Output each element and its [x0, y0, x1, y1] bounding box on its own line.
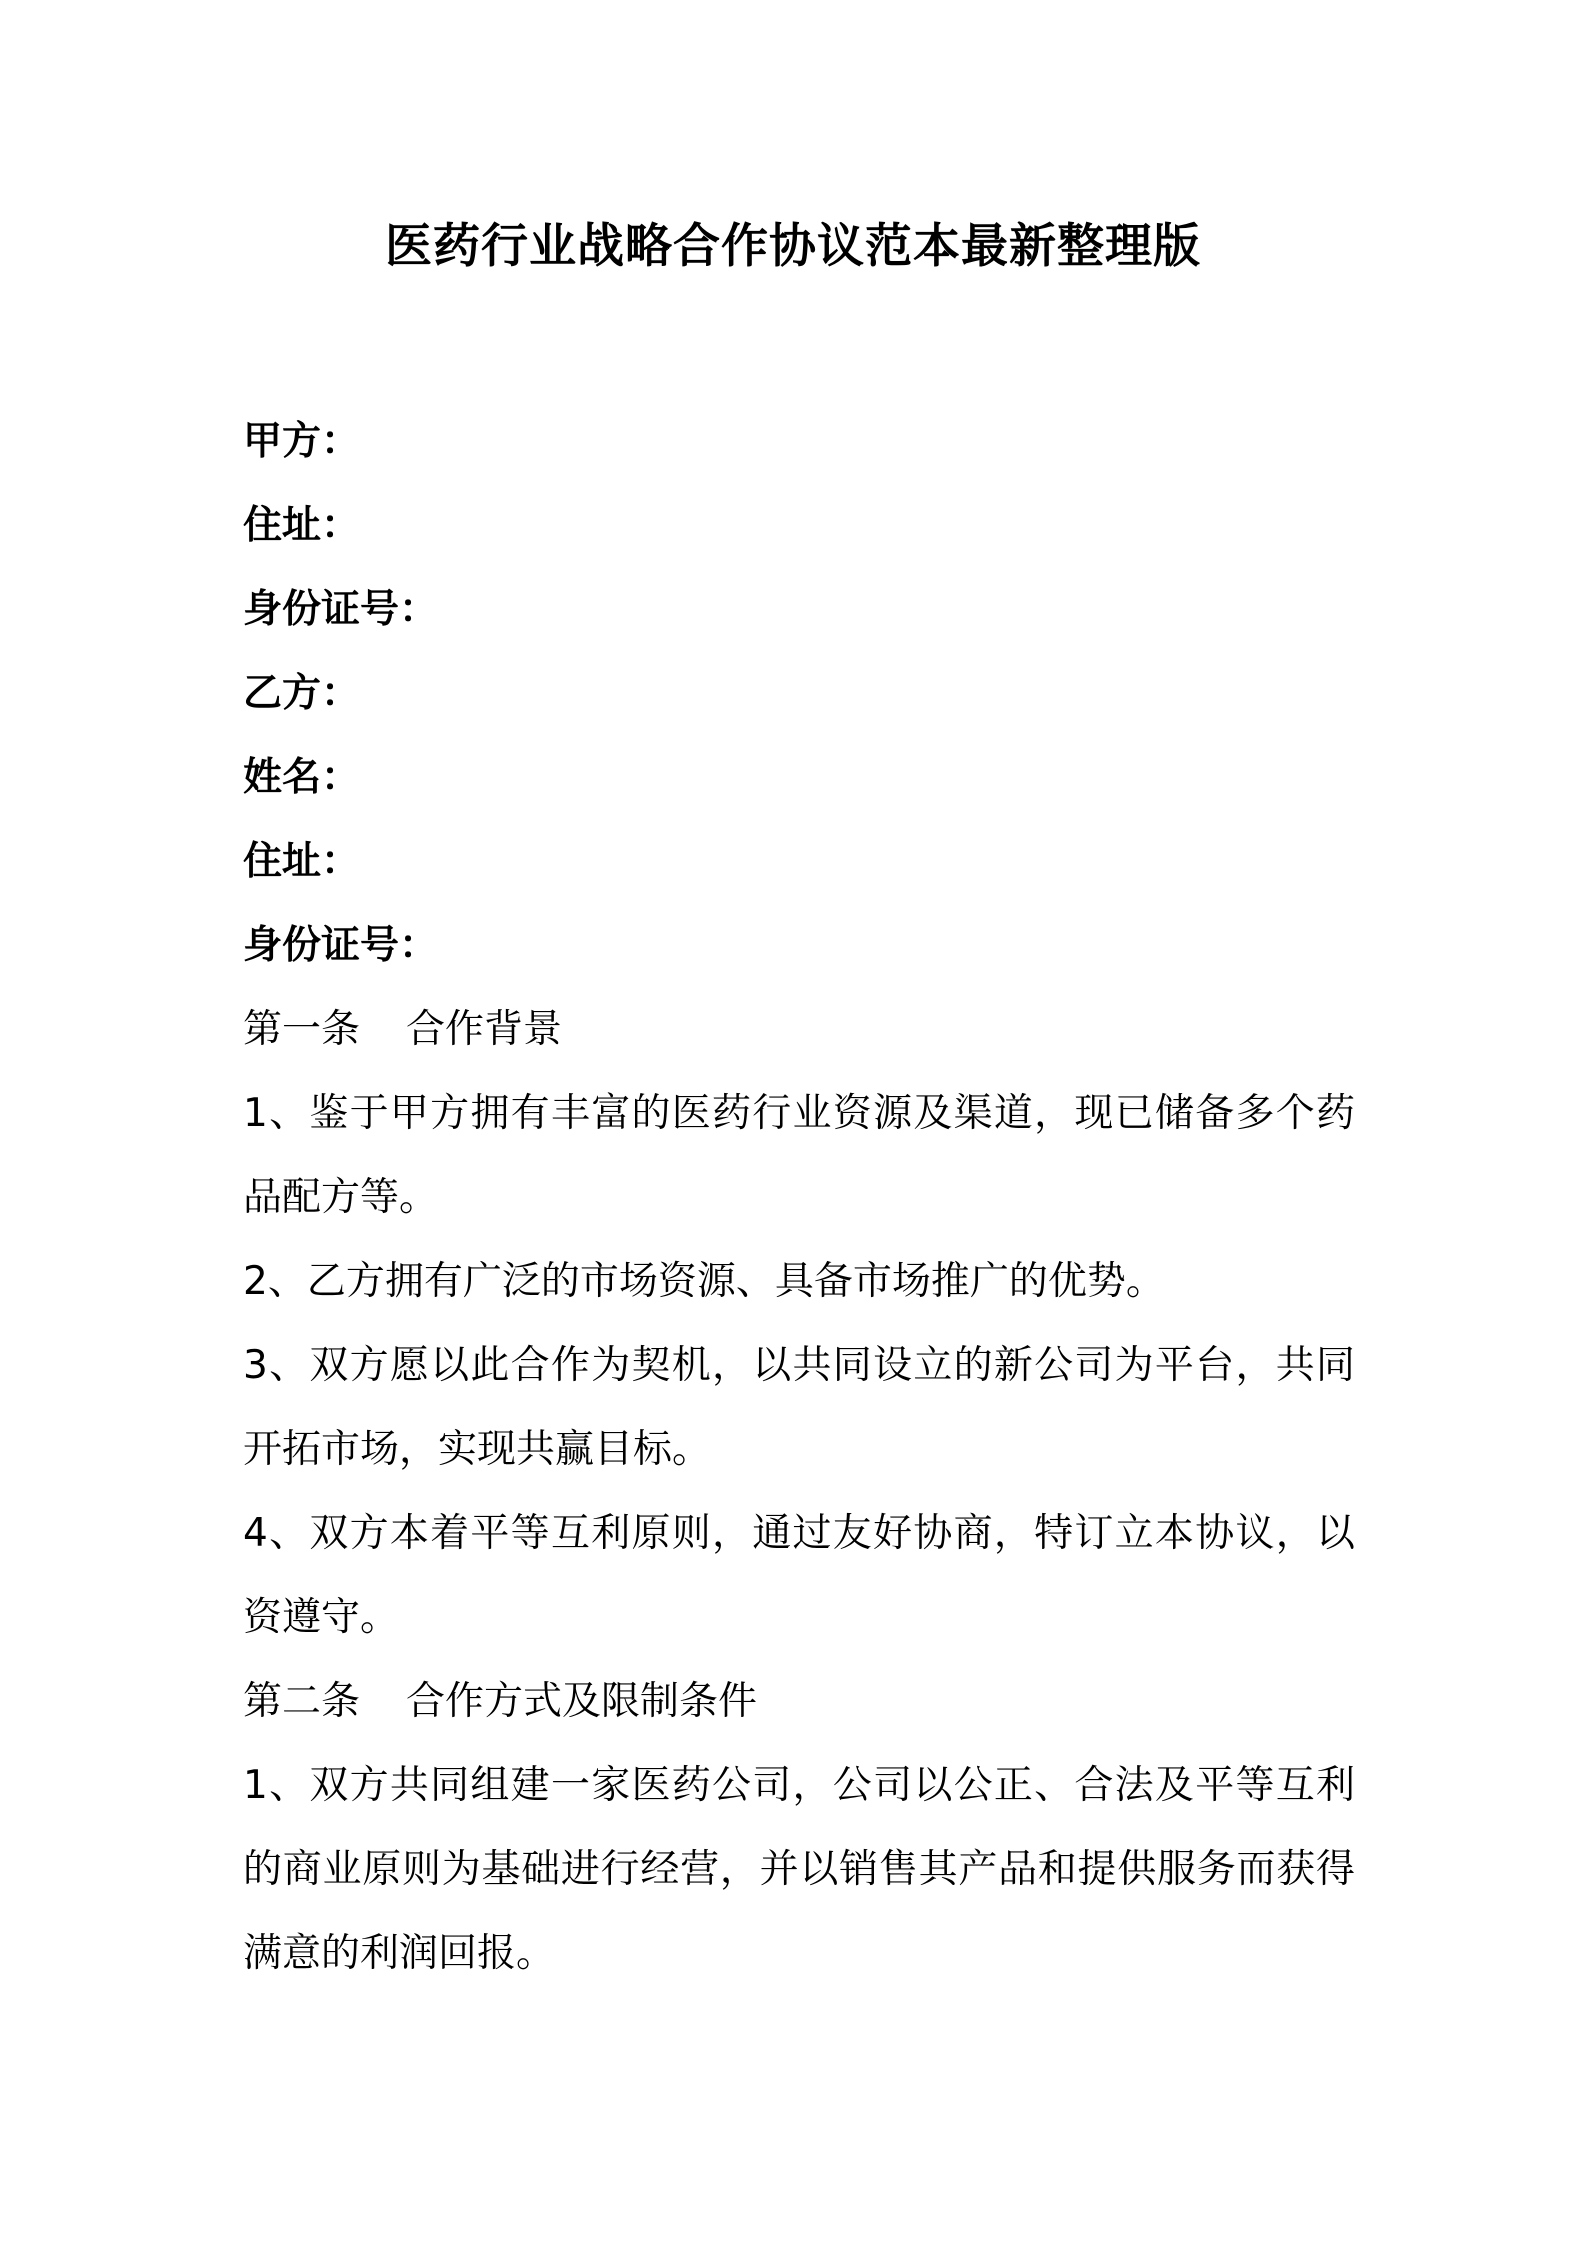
party-a-field: 甲方：	[243, 419, 361, 464]
party-a-id-field: 身份证号：	[243, 587, 439, 632]
article-1-heading	[243, 988, 1355, 1072]
party-b-address-field: 住址：	[243, 839, 361, 884]
article-1-clause-4: 4、双方本着平等互利原则，通过友好协商，特订立本协议，以资遵守。	[243, 1511, 1355, 1640]
article-1-clause-1: 1、鉴于甲方拥有丰富的医药行业资源及渠道，现已储备多个药品配方等。	[243, 1091, 1355, 1220]
article-1-clause-3: 3、双方愿以此合作为契机，以共同设立的新公司为平台，共同开拓市场，实现共赢目标。	[243, 1343, 1355, 1472]
document-body	[243, 400, 1355, 1996]
article-2-number: 第二条	[243, 1679, 361, 1724]
article-2-heading	[243, 1660, 1355, 1744]
article-1-number: 第一条	[243, 1007, 361, 1052]
party-b-id-field: 身份证号：	[243, 923, 439, 968]
article-2-title: 合作方式及限制条件	[406, 1679, 758, 1724]
article-2-clause-1: 1、双方共同组建一家医药公司，公司以公正、合法及平等互利的商业原则为基础进行经营，并以销售其产品和提供服务而获得满意的利润回报。	[243, 1763, 1355, 1976]
article-1-title: 合作背景	[406, 1007, 563, 1052]
party-b-name-field: 姓名：	[243, 755, 361, 800]
article-1-clause-2: 2、乙方拥有广泛的市场资源、具备市场推广的优势。	[243, 1259, 1165, 1304]
document-title: 医药行业战略合作协议范本最新整理版	[385, 219, 1201, 274]
party-b-field: 乙方：	[243, 671, 361, 716]
party-a-address-field: 住址：	[243, 503, 361, 548]
